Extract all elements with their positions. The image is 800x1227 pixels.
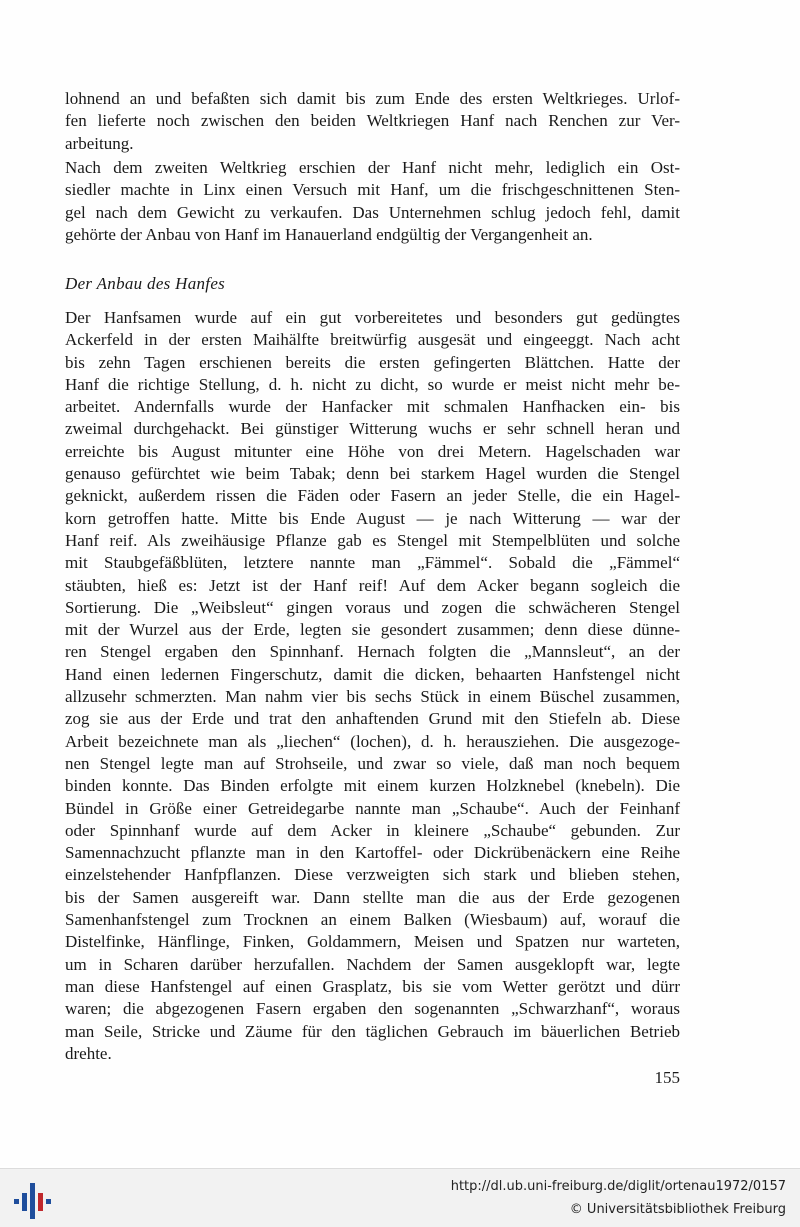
text-line: Hand einen ledernen Fingerschutz, damit die dicken, behaarten Hanfstengel nicht <box>65 664 680 684</box>
text-line: Distelfinke, Hänflinge, Finken, Goldammern, Meisen und Spatzen nur warteten, <box>65 932 680 952</box>
text-line: Bündel in Größe einer Getreidegarbe nannte man „Schaube“. Auch der Feinhanf <box>65 798 680 818</box>
text-line: allzusehr schmerzten. Man nahm vier bis sechs Stück in einem Büschel zusammen, <box>65 687 680 707</box>
text-line: bis zehn Tagen erschienen bereits die ersten gefingerten Blättchen. Hatte der <box>65 352 680 372</box>
page-number: 155 <box>654 1068 680 1087</box>
paragraph-3 <box>65 307 680 1065</box>
text-line: zog sie aus der Erde und trat den anhaftenden Grund mit den Stiefeln ab. Diese <box>65 709 680 729</box>
text-line: um in Scharen darüber herzufallen. Nachdem der Samen ausgeklopft war, legte <box>65 954 680 974</box>
paragraph-1 <box>65 88 680 155</box>
text-line: drehte. <box>65 1043 112 1063</box>
paragraph-2 <box>65 157 680 246</box>
text-line: nen Stengel legte man auf Strohseile, und zwar so viele, daß man noch bequem <box>65 753 680 773</box>
text-line: arbeitung. <box>65 133 134 153</box>
footer-bar <box>0 1168 800 1227</box>
text-line: stäubten, hieß es: Jetzt ist der Hanf reif! Auf dem Acker begann sogleich die <box>65 575 680 595</box>
text-line: Samenhanfstengel zum Trocknen an einem Balken (Wiesbaum) auf, worauf die <box>65 910 680 930</box>
text-line: fen lieferte noch zwischen den beiden Weltkriegen Hanf nach Renchen zur Ver- <box>65 111 680 131</box>
text-line: Der Hanfsamen wurde auf ein gut vorbereitetes und besonders gut gedüngtes <box>65 308 680 327</box>
text-line: siedler machte in Linx einen Versuch mit Hanf, um die frischgeschnittenen Sten- <box>65 180 680 200</box>
text-line: Arbeit bezeichnete man als „liechen“ (lochen), d. h. herausziehen. Die ausgezoge- <box>65 731 680 751</box>
text-line: geknickt, außerdem rissen die Fäden oder Fasern an jeder Stelle, die ein Hagel- <box>65 486 680 506</box>
text-line: ren Stengel ergaben den Spinnhanf. Hernach folgten die „Mannsleut“, an der <box>65 642 680 662</box>
text-line: Hanf die richtige Stellung, d. h. nicht zu dicht, so wurde er meist nicht mehr be- <box>65 374 680 394</box>
ub-freiburg-logo-icon <box>12 1179 52 1223</box>
text-line: zweimal durchgehackt. Bei günstiger Witterung wuchs er sehr schnell heran und <box>65 419 680 439</box>
text-line: einzelstehender Hanfpflanzen. Diese verzweigten sich stark und blieben stehen, <box>65 865 680 885</box>
source-url-link[interactable]: http://dl.ub.uni-freiburg.de/diglit/ortenau1972/0157 <box>450 1179 786 1194</box>
text-line: korn getroffen hatte. Mitte bis Ende August — je nach Witterung — war der <box>65 508 680 528</box>
copyright-notice: © Universitätsbibliothek Freiburg <box>569 1202 786 1217</box>
text-line: Ackerfeld in der ersten Maihälfte breitwürfig ausgesät und eingeeggt. Nach acht <box>65 330 680 350</box>
text-line: mit Staubgefäßblüten, letztere nannte man „Fämmel“. Sobald die „Fämmel“ <box>65 553 680 573</box>
text-line: man diese Hanfstengel auf einen Grasplatz, bis sie vom Wetter gerötzt und dürr <box>65 976 680 996</box>
text-line: man Seile, Stricke und Zäume für den täglichen Gebrauch im bäuerlichen Betrieb <box>65 1021 680 1041</box>
text-line: oder Spinnhanf wurde auf dem Acker in kleinere „Schaube“ gebunden. Zur <box>65 820 680 840</box>
text-line: binden konnte. Das Binden erfolgte mit einem kurzen Holzknebel (knebeln). Die <box>65 776 680 796</box>
text-line: waren; die abgezogenen Fasern ergaben den sogenannten „Schwarzhanf“, woraus <box>65 999 680 1019</box>
text-line: erreichte bis August mitunter eine Höhe von drei Metern. Hagelschaden war <box>65 441 680 461</box>
text-line: gehörte der Anbau von Hanf im Hanauerland endgültig der Vergangenheit an. <box>65 224 593 244</box>
text-line: genauso gefürchtet wie beim Tabak; denn bei starkem Hagel wurden die Stengel <box>65 464 680 484</box>
text-line: Sortierung. Die „Weibsleut“ gingen voraus und zogen die schwächeren Stengel <box>65 597 680 617</box>
text-line: Hanf reif. Als zweihäusige Pflanze gab es Stengel mit Stempelblüten und solche <box>65 530 680 550</box>
text-line: Nach dem zweiten Weltkrieg erschien der Hanf nicht mehr, lediglich ein Ost- <box>65 158 680 177</box>
text-line: bis der Samen ausgereift war. Dann stellte man die aus der Erde gezogenen <box>65 887 680 907</box>
text-line: arbeitet. Andernfalls wurde der Hanfacker mit schmalen Hanfhacken ein- bis <box>65 397 680 417</box>
text-line: mit der Wurzel aus der Erde, legten sie gesondert zusammen; denn diese dünne- <box>65 620 680 640</box>
section-heading: Der Anbau des Hanfes <box>65 274 226 293</box>
text-line: Samennachzucht pflanzte man in den Kartoffel- oder Dickrübenäckern eine Reihe <box>65 843 680 863</box>
text-line: gel nach dem Gewicht zu verkaufen. Das Unternehmen schlug jedoch fehl, damit <box>65 202 680 222</box>
text-line: lohnend an und befaßten sich damit bis zum Ende des ersten Weltkrieges. Urlof- <box>65 89 680 108</box>
